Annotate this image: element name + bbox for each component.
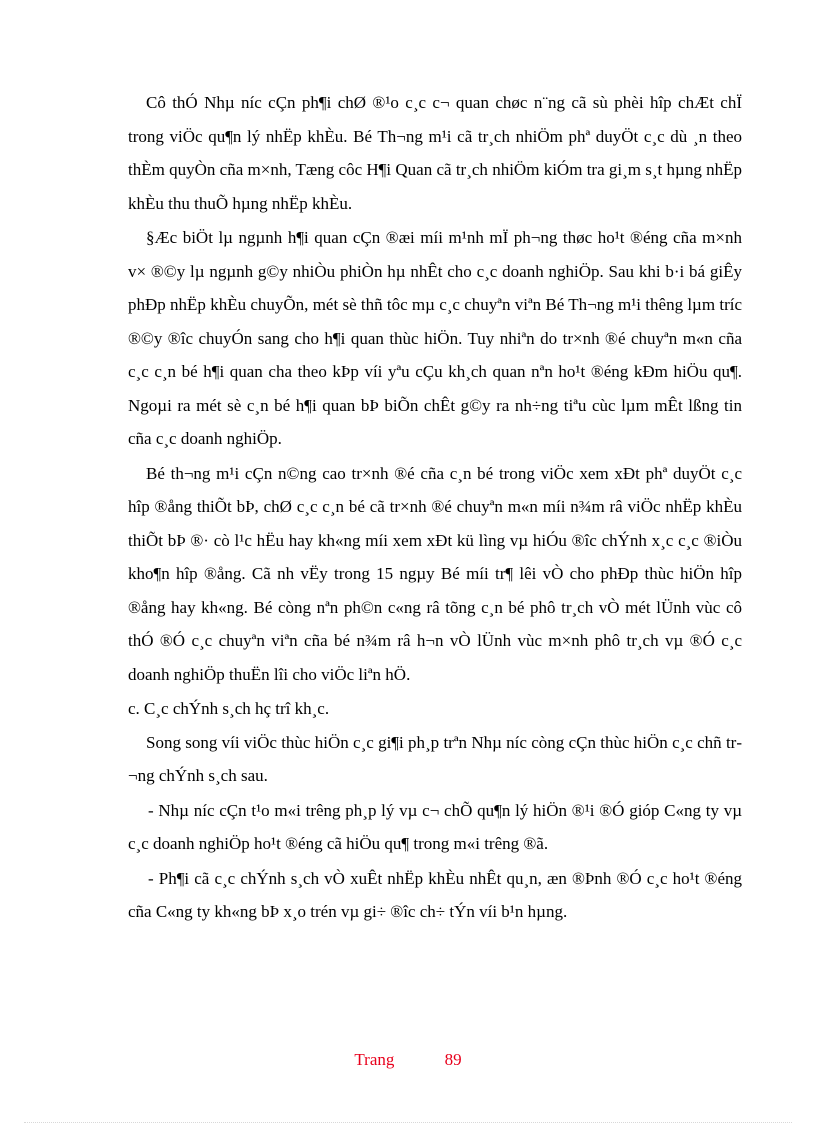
list-item: - Nhµ níc cÇn t¹o m«i trêng ph¸p lý vµ c¬ chÕ qu¶n lý hiÖn ®¹i ®Ó gióp C«ng ty vµ c¸c doanh nghiÖp ho¹t ®éng cã hiÖu qu¶ trong m«i trêng ®ã. [128,800,742,853]
paragraph-1: Cô thÓ Nhµ níc cÇn ph¶i chØ ®¹o c¸c c¬ quan chøc n¨ng cã sù phèi hîp chÆt chÏ trong viÖc qu¶n lý nhËp khÈu. Bé Th¬ng m¹i cã tr¸ch nhiÖm phª duyÖt c¸c dù ¸n theo thÈm quyÒn cña m×nh, Tæng côc H¶i Quan cã tr¸ch nhiÖm kiÓm tra gi¸m s¸t hµng nhËp khÈu thu thuÕ hµng nhËp khÈu. [128,93,742,213]
paragraph-2: §Æc biÖt lµ ngµnh h¶i quan cÇn ®æi míi m¹nh mÏ ph¬ng thøc ho¹t ®éng cña m×nh v× ®©y lµ ngµnh g©y nhiÒu phiÒn hµ nhÊt cho c¸c doanh nghiÖp. Sau khi b·i bá giÊy phÐp nhËp khÈu chuyÕn, mét sè thñ tôc mµ c¸c chuyªn viªn Bé Th¬ng m¹i thêng lµm tríc ®©y ®îc chuyÓn sang cho h¶i quan thùc hiÖn. Tuy nhiªn do tr×nh ®é chuyªn m«n cña c¸c c¸n bé h¶i quan cha theo kÞp víi yªu cÇu kh¸ch quan nªn ho¹t ®éng kÐm hiÖu qu¶. Ngoµi ra mét sè c¸n bé h¶i quan bÞ biÕn chÊt g©y ra nh÷ng tiªu cùc lµm mÊt lßng tin cña c¸c doanh nghiÖp. [128,228,742,448]
section-heading: c. C¸c chÝnh s¸ch hç trî kh¸c. [128,699,330,718]
footer-label: Trang [354,1050,395,1069]
page-number: 89 [444,1050,462,1069]
paragraph-4: Song song víi viÖc thùc hiÖn c¸c gi¶i ph¸p trªn Nhµ níc còng cÇn thùc hiÖn c¸c chñ tr¬ng chÝnh s¸ch sau. [128,732,742,785]
paragraph-3: Bé th¬ng m¹i cÇn n©ng cao tr×nh ®é cña c¸n bé trong viÖc xem xÐt phª duyÖt c¸c hîp ®ång thiÕt bÞ, chØ c¸c c¸n bé cã tr×nh ®é chuyªn m«n míi n¾m râ viÖc nhËp khÈu thiÕt bÞ ®· cò l¹c hËu hay kh«ng míi xem xÐt kü lìng vµ hiÓu ®îc chÝnh x¸c c¸c ®iÒu kho¶n hîp ®ång. Cã nh vËy trong 15 ngµy Bé míi tr¶ lêi vÒ cho phÐp thùc hiÖn hîp ®ång hay kh«ng. Bé còng nªn ph©n c«ng râ tõng c¸n bé phô tr¸ch vÒ mét lÜnh vùc cô thÓ ®Ó c¸c chuyªn viªn cña bé n¾m râ h¬n vÒ lÜnh vùc m×nh phô tr¸ch vµ ®Ó c¸c doanh nghiÖp thuËn lîi cho viÖc liªn hÖ. [128,463,742,684]
document-body [128,86,742,930]
list-item: - Ph¶i cã c¸c chÝnh s¸ch vÒ xuÊt nhËp khÈu nhÊt qu¸n, æn ®Þnh ®Ó c¸c ho¹t ®éng cña C«ng ty kh«ng bÞ x¸o trén vµ gi÷ ®îc ch÷ tÝn víi b¹n hµng. [128,868,742,921]
page-footer [0,1050,816,1070]
